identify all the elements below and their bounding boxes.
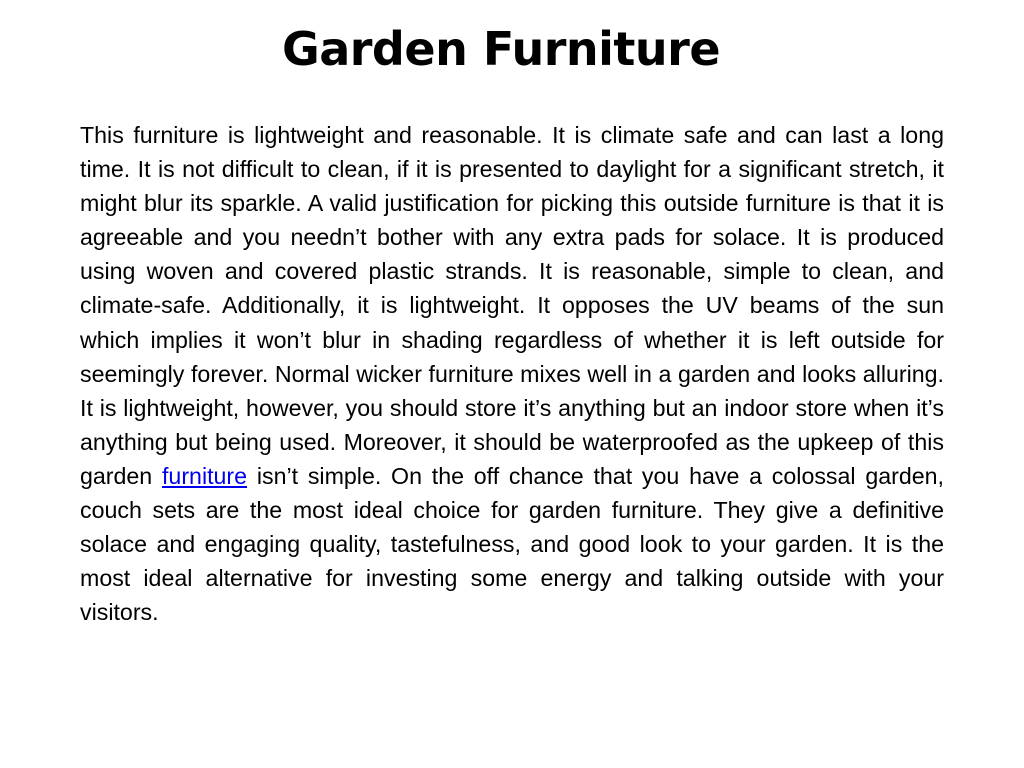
paragraph-text-after-link: isn’t simple. On the off chance that you have a colossal garden, couch sets are the most ideal choice for garden furniture. They give a definitive solace and engaging quality, tastefulness, and good look to your garden. It is the most ideal alternative for investing some energy and talking outside with your visitors. [80, 462, 944, 626]
furniture-link[interactable]: furniture [161, 462, 248, 489]
body-paragraph [80, 118, 944, 629]
paragraph-text-before-link: This furniture is lightweight and reasonable. It is climate safe and can last a long time. It is not difficult to clean, if it is presented to daylight for a significant stretch, it might blur its sparkle. A valid justification for picking this outside furniture is that it is agreeable and you needn’t bother with any extra pads for solace. It is produced using woven and covered plastic strands. It is reasonable, simple to clean, and climate-safe. Additionally, it is lightweight. It opposes the UV beams of the sun which implies it won’t blur in shading regardless of whether it is left outside for seemingly forever. Normal wicker furniture mixes well in a garden and looks alluring. It is lightweight, however, you should store it’s anything but an indoor store when it’s anything but being used. Moreover, it should be waterproofed as the upkeep of this garden [80, 122, 944, 489]
slide-title: Garden Furniture [281, 22, 721, 76]
